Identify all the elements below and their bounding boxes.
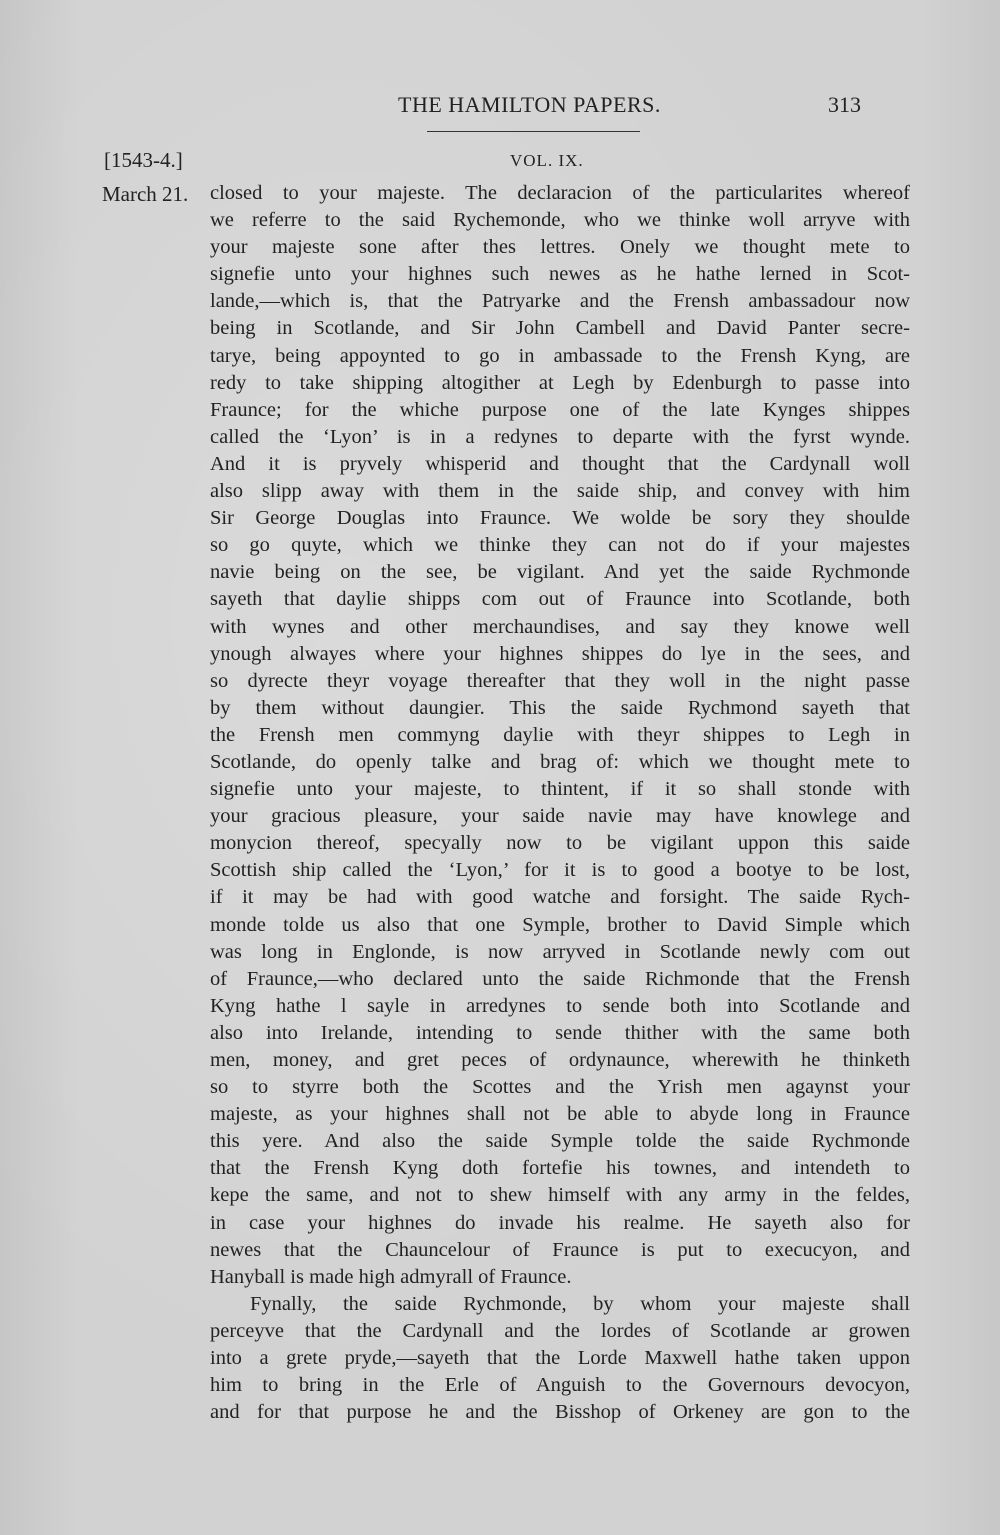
text-line: of Fraunce,—who declared unto the saide Richmonde that the Frensh: [210, 967, 910, 990]
text-line: Sir George Douglas into Fraunce. We wolde be sory they shoulde: [210, 507, 910, 530]
text-line: closed to your majeste. The declaracion of the particularites whereof: [210, 182, 910, 204]
text-line: kepe the same, and not to shew himself with any army in the feldes,: [210, 1184, 910, 1207]
running-title: THE HAMILTON PAPERS.: [398, 92, 661, 117]
text-line: majeste, as your highnes shall not be able to abyde long in Fraunce: [210, 1103, 910, 1126]
text-line: in case your highnes do invade his realme. He sayeth also for: [210, 1211, 910, 1234]
text-line: Kyng hathe l sayle in arredynes to sende both into Scotlande and: [210, 994, 910, 1017]
header-rule: [427, 131, 640, 132]
text-line: by them without daungier. This the saide Rychmond sayeth that: [210, 696, 910, 719]
text-line: so go quyte, which we thinke they can not do if your majestes: [210, 534, 910, 557]
text-line: into a grete pryde,—sayeth that the Lorde Maxwell hathe taken uppon: [210, 1347, 910, 1370]
text-line: also slipp away with them in the saide ship, and convey with him: [210, 480, 910, 503]
text-line: ynough alwayes where your highnes shippes do lye in the sees, and: [210, 642, 910, 665]
text-line: navie being on the see, be vigilant. And yet the saide Rychmonde: [210, 561, 910, 584]
text-line: signefie unto your majeste, to thintent, if it so shall stonde with: [210, 778, 910, 801]
text-line: was long in Englonde, is now arryved in Scotlande newly com out: [210, 940, 910, 963]
text-line: with wynes and other merchaundises, and say they knowe well: [210, 615, 910, 638]
text-line: that the Frensh Kyng doth fortefie his townes, and intendeth to: [210, 1157, 910, 1180]
text-line: so dyrecte theyr voyage thereafter that they woll in the night passe: [210, 669, 910, 692]
date-range: [1543-4.]: [104, 148, 183, 172]
text-line: newes that the Chauncelour of Fraunce is put to execucyon, and: [210, 1238, 910, 1261]
volume-label: VOL. IX.: [510, 151, 584, 170]
text-line: sayeth that daylie shipps com out of Fraunce into Scotlande, both: [210, 588, 910, 611]
text-line: Scotlande, do openly talke and brag of: which we thought mete to: [210, 750, 910, 773]
text-line: called the ‘Lyon’ is in a redynes to departe with the fyrst wynde.: [210, 425, 910, 448]
text-line: And it is pryvely whisperid and thought that the Cardynall woll: [210, 452, 910, 475]
text-line: also into Irelande, intending to sende thither with the same both: [210, 1021, 910, 1044]
text-line: your majeste sone after thes lettres. Onely we thought mete to: [210, 236, 910, 259]
text-line: tarye, being appoynted to go in ambassade to the Frensh Kyng, are: [210, 344, 910, 367]
text-line: so to styrre both the Scottes and the Yrish men agaynst your: [210, 1076, 910, 1099]
text-line: this yere. And also the saide Symple tolde the saide Rychmonde: [210, 1130, 910, 1153]
text-line: lande,—which is, that the Patryarke and the Frensh ambassadour now: [210, 290, 910, 313]
text-line: redy to take shipping altogither at Legh by Edenburgh to passe into: [210, 371, 910, 394]
page-number: 313: [828, 92, 861, 117]
text-line: perceyve that the Cardynall and the lordes of Scotlande ar growen: [210, 1319, 910, 1342]
text-line: monycion thereof, specyally now to be vigilant uppon this saide: [210, 832, 910, 855]
margin-date: March 21.: [102, 182, 189, 206]
text-line: and for that purpose he and the Bisshop of Orkeney are gon to the: [210, 1401, 910, 1424]
text-line: Fynally, the saide Rychmonde, by whom your majeste shall: [250, 1292, 910, 1315]
text-line: your gracious pleasure, your saide navie may have knowlege and: [210, 805, 910, 828]
body-text: [210, 180, 910, 1426]
text-line: Fraunce; for the whiche purpose one of the late Kynges shippes: [210, 398, 910, 421]
text-line: men, money, and gret peces of ordynaunce, wherewith he thinketh: [210, 1049, 910, 1071]
text-line: being in Scotlande, and Sir John Cambell and David Panter secre-: [210, 317, 910, 340]
text-line: him to bring in the Erle of Anguish to the Governours devocyon,: [210, 1374, 910, 1397]
text-line: the Frensh men commyng daylie with theyr shippes to Legh in: [210, 723, 910, 746]
text-line: we referre to the said Rychemonde, who we thinke woll arryve with: [210, 209, 910, 232]
text-line: Scottish ship called the ‘Lyon,’ for it is to good a bootye to be lost,: [210, 859, 910, 882]
text-line: if it may be had with good watche and forsight. The saide Rych-: [210, 886, 910, 909]
text-line: monde tolde us also that one Symple, brother to David Simple which: [210, 913, 910, 936]
text-line: Hanyball is made high admyrall of Fraunce.: [210, 1265, 572, 1288]
text-line: signefie unto your highnes such newes as he hathe lerned in Scot-: [210, 263, 910, 286]
